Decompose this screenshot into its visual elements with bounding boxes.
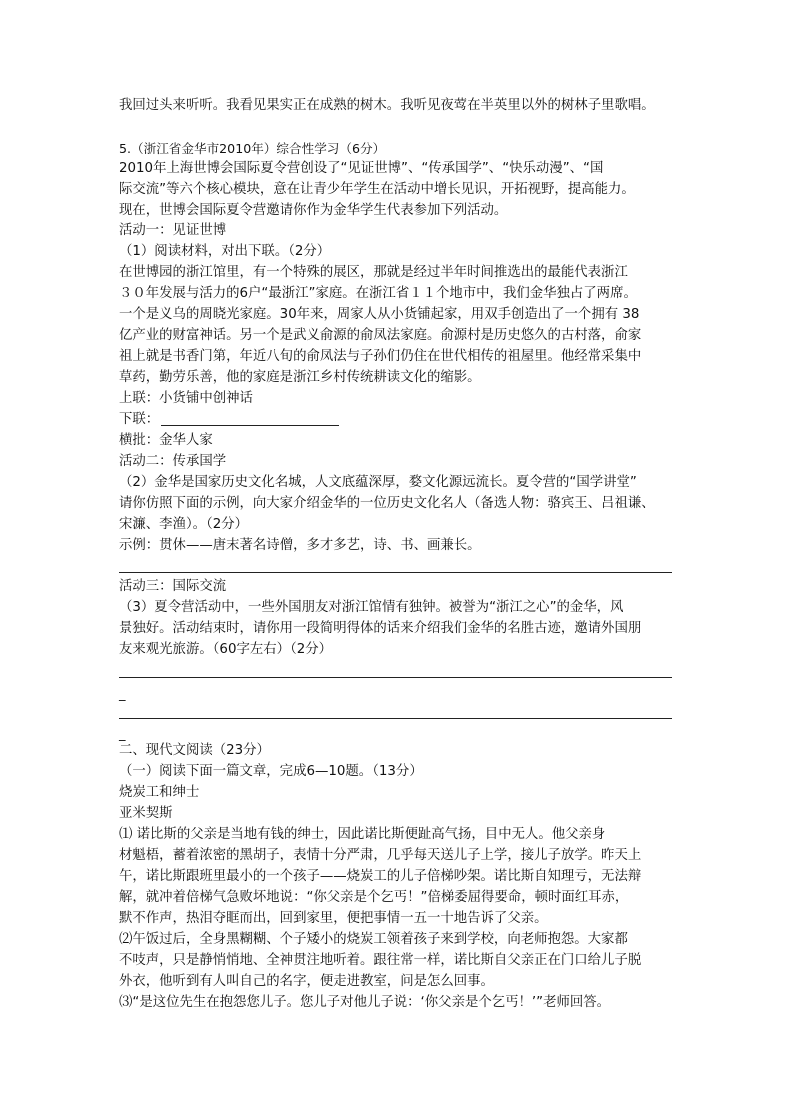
answer-blank-line[interactable]: [161, 425, 339, 426]
section-2-heading: 二、现代文阅读（23分）: [119, 743, 270, 758]
activity-3-heading: 活动三：国际交流: [119, 579, 227, 594]
text-line: 一个是义乌的周晓光家庭。30年来，周家人从小货铺起家，用双手创造出了一个拥有 38: [119, 307, 640, 322]
story-author: 亚米契斯: [119, 806, 173, 821]
paragraph-line: 午，诺比斯跟班里最小的一个孩子——烧炭工的儿子倍梯吵架。诺比斯自知理亏，无法辩: [119, 869, 642, 884]
activity-2-heading: 活动二：传承国学: [119, 454, 227, 469]
paragraph-line: 材魁梧，蓄着浓密的黑胡子，表情十分严肃，几乎每天送儿子上学，接儿子放学。昨天上: [119, 848, 642, 863]
text-line: （3）夏令营活动中，一些外国朋友对浙江馆情有独钟。被誉为“浙江之心”的金华，风: [119, 600, 624, 615]
text-line: 草药，勤劳乐善，他的家庭是浙江乡村传统耕读文化的缩影。: [119, 370, 481, 385]
text-line: 请你仿照下面的示例，向大家介绍金华的一位历史文化名人（备选人物：骆宾王、吕祖谦、: [119, 496, 655, 511]
question-5-title: 5.（浙江省金华市2010年）综合性学习（6分）: [119, 141, 386, 156]
paragraph-line: ⑵午饭过后，全身黑糊糊、个子矮小的烧炭工领着孩子来到学校，向老师抱怨。大家都: [119, 932, 628, 947]
question-1: （1）阅读材料，对出下联。（2分）: [119, 244, 331, 259]
paragraph-line: ⑶“是这位先生在抱怨您儿子。您儿子对他儿子说：‘你父亲是个乞丐！’”老师回答。: [119, 995, 611, 1010]
text-line: ３０年发展与活力的6户“最浙江”家庭。在浙江省１１个地市中，我们金华独占了两席。: [119, 286, 637, 301]
answer-blank-line[interactable]: [119, 718, 672, 719]
text-line: 祖上就是书香门第，年近八旬的俞凤法与子孙们仍住在世代相传的祖屋里。他经常采集中: [119, 349, 642, 364]
blank-dash: _: [119, 727, 126, 742]
couplet-lower-row: [119, 411, 679, 429]
story-title: 烧炭工和绅士: [119, 785, 200, 800]
paragraph-line: 解，就冲着倍梯气急败坏地说：“你父亲是个乞丐！”倍梯委屈得要命，顿时面红耳赤，: [119, 890, 629, 905]
answer-blank-line[interactable]: [119, 677, 672, 678]
text-line: 亿产业的财富神话。另一个是武义俞源的俞凤法家庭。俞源村是历史悠久的古村落，俞家: [119, 328, 642, 343]
activity-1-heading: 活动一：见证世博: [119, 223, 227, 238]
text-line: 际交流”等六个核心模块，意在让青少年学生在活动中增长见识，开拓视野，提高能力。: [119, 182, 635, 197]
blank-dash: _: [119, 687, 126, 702]
text-line: 宋濂、李渔）。（2分）: [119, 517, 249, 532]
text-line: 我回过头来听听。我看见果实正在成熟的树木。我听见夜莺在半英里以外的树林子里歌唱。: [119, 98, 655, 113]
text-line: 景独好。活动结束时，请你用一段简明得体的话来介绍我们金华的名胜古迹，邀请外国朋: [119, 621, 642, 636]
paragraph-line: ⑴ 诺比斯的父亲是当地有钱的绅士，因此诺比斯便趾高气扬，目中无人。他父亲身: [119, 827, 606, 842]
text-line: 现在，世博会国际夏令营邀请你作为金华学生代表参加下列活动。: [119, 203, 508, 218]
couplet-upper: 上联：小货铺中创神话: [119, 391, 253, 406]
text-line: 2010年上海世博会国际夏令营创设了“见证世博”、“传承国学”、“快乐动漫”、“国: [119, 161, 604, 176]
text-line: 在世博园的浙江馆里，有一个特殊的展区，那就是经过半年时间推选出的最能代表浙江: [119, 265, 628, 280]
paragraph-line: 外衣，他听到有人叫自己的名字，便走进教室，问是怎么回事。: [119, 974, 494, 989]
couplet-horizontal: 横批：金华人家: [119, 433, 213, 448]
paragraph-line: 不吱声，只是静悄悄地、全神贯注地听着。跟往常一样，诺比斯自父亲正在门口给儿子脱: [119, 953, 642, 968]
example-line: 示例：贯休——唐末著名诗僧，多才多艺，诗、书、画兼长。: [119, 538, 481, 553]
subsection-heading: （一）阅读下面一篇文章，完成6—10题。（13分）: [119, 764, 423, 779]
paragraph-line: 默不作声，热泪夺眶而出，回到家里，便把事情一五一十地告诉了父亲。: [119, 911, 548, 926]
text-line: 友来观光旅游。（60字左右）（2分）: [119, 642, 333, 657]
answer-blank-line[interactable]: [119, 572, 672, 573]
couplet-lower-label: 下联：: [119, 412, 160, 427]
text-line: （2）金华是国家历史文化名城，人文底蕴深厚，婺文化源远流长。夏令营的“国学讲堂”: [119, 475, 637, 490]
